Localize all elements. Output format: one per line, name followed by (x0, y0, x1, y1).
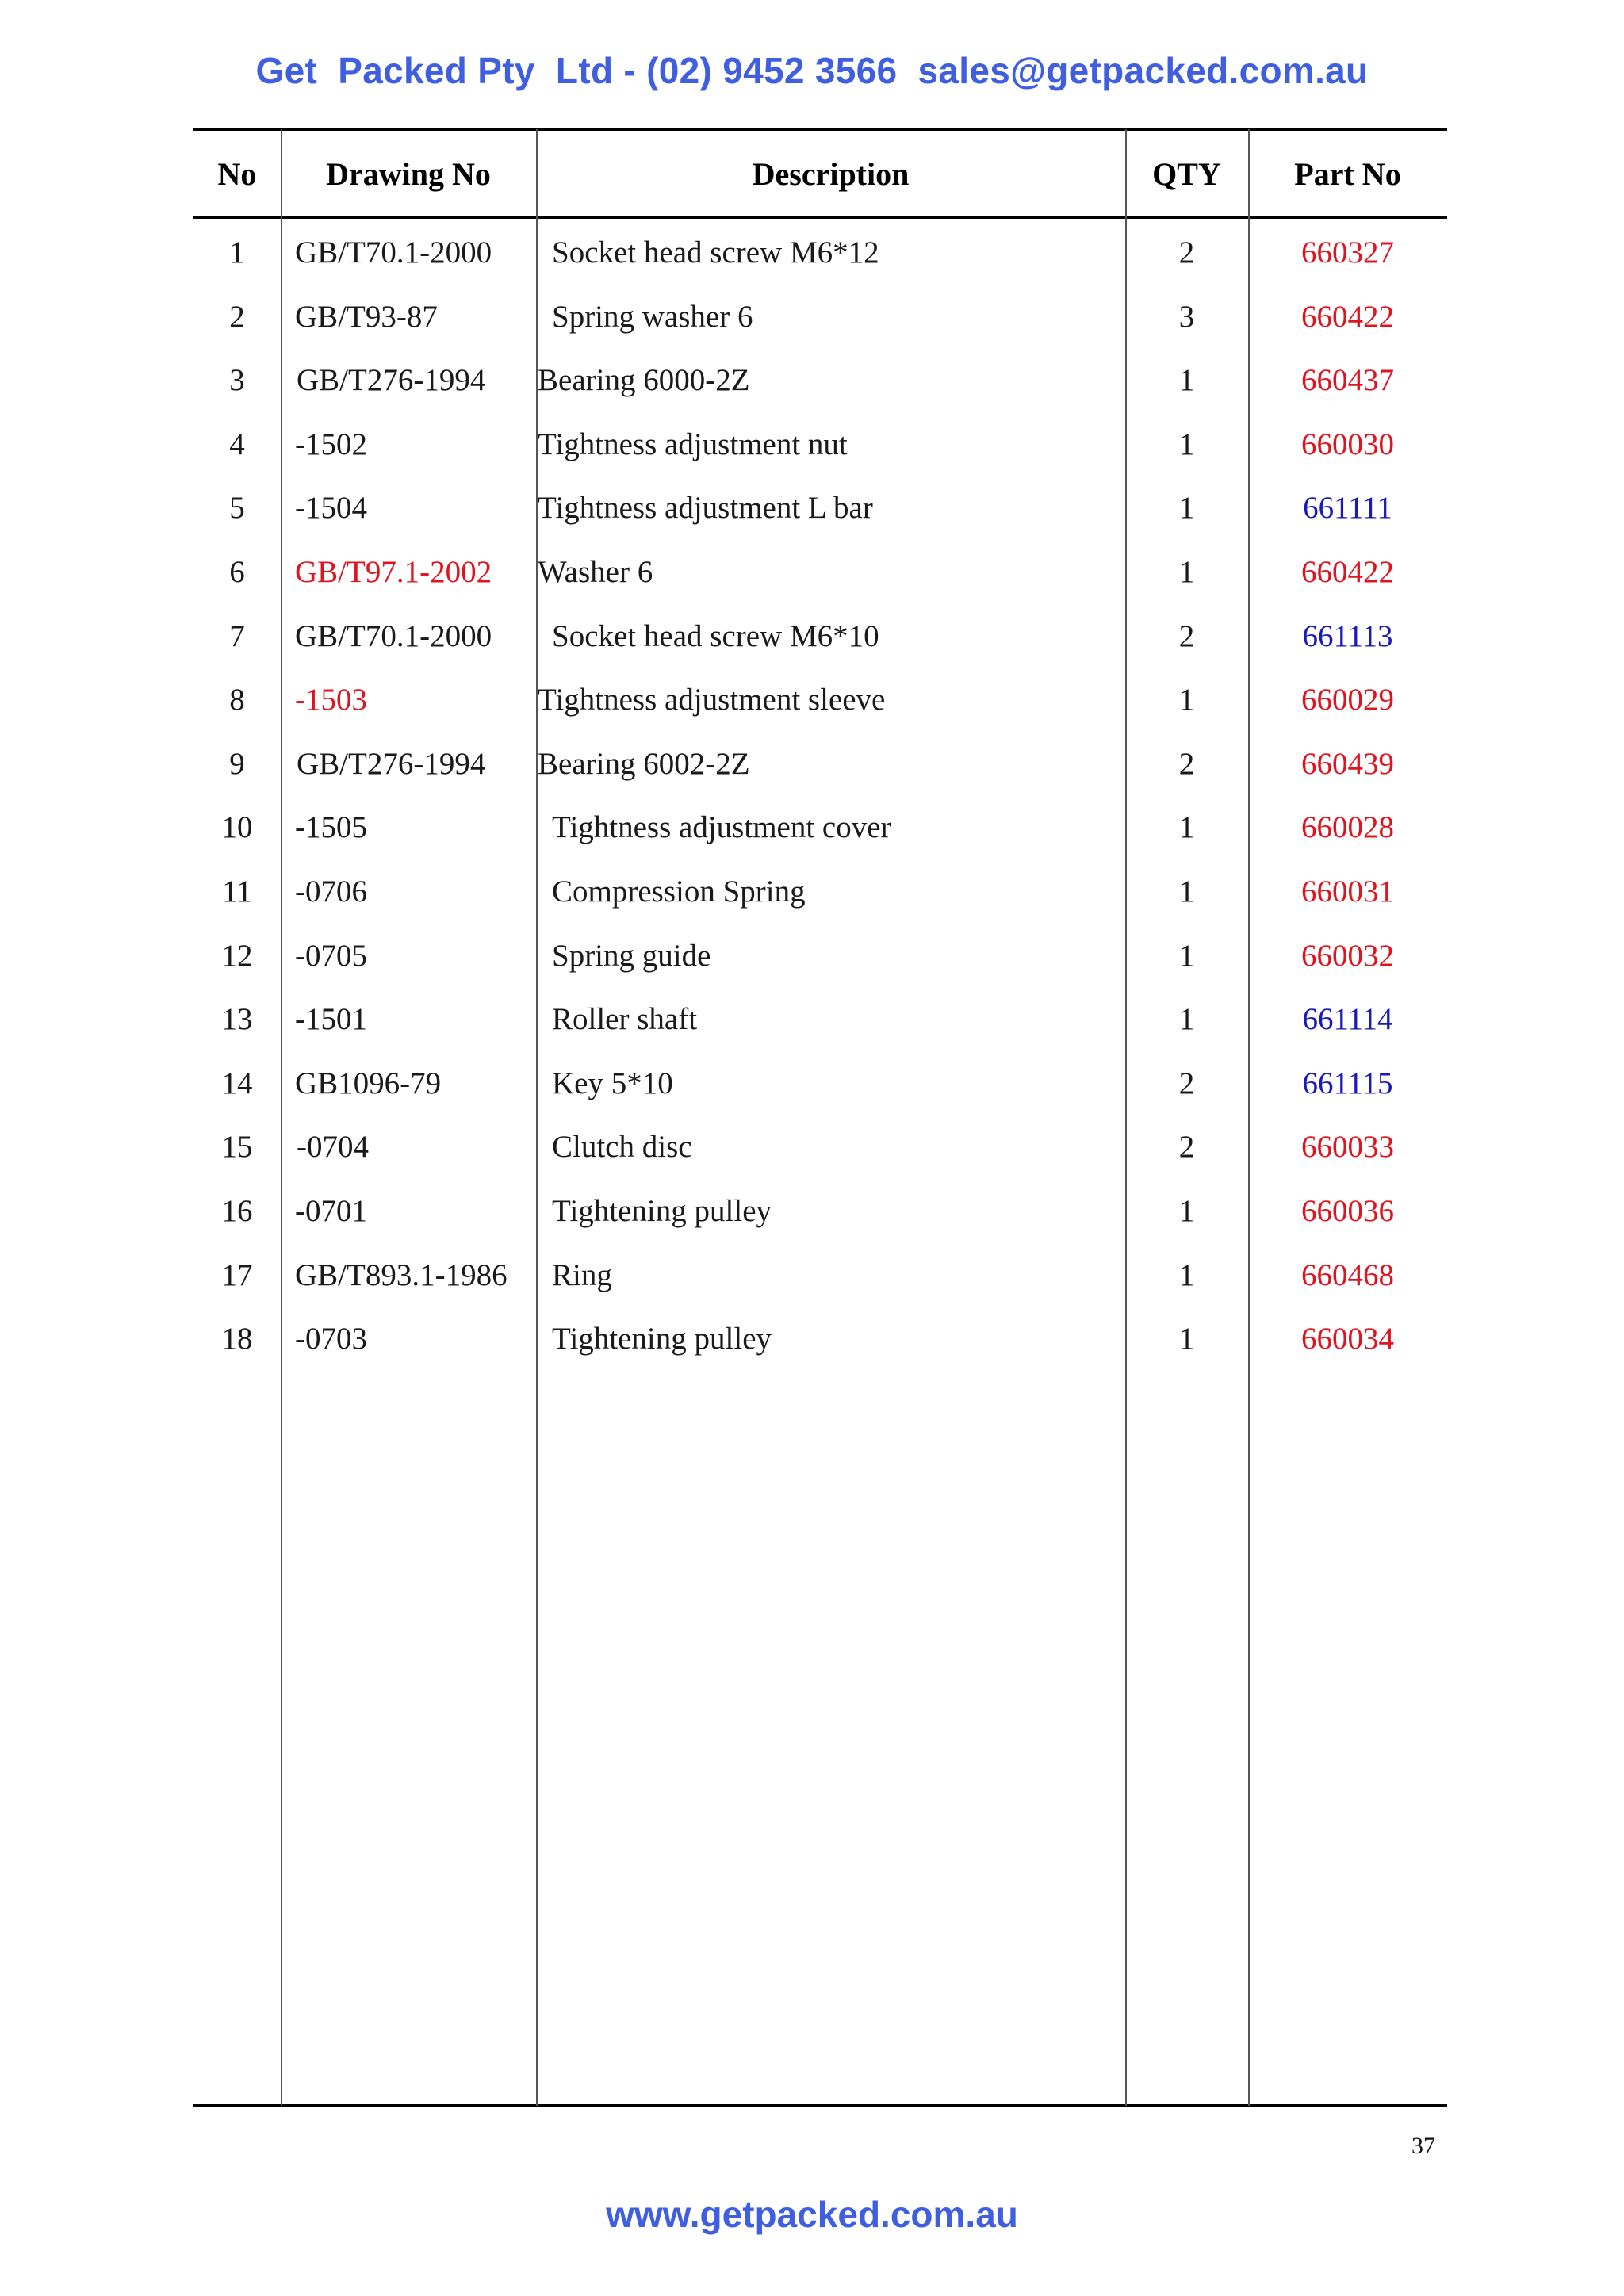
description: Spring guide (552, 939, 711, 973)
part-number: 660036 (1301, 1194, 1394, 1228)
drawing-no: -1503 (295, 683, 367, 717)
table-top-rule (193, 128, 1447, 131)
quantity: 1 (1178, 1322, 1195, 1356)
drawing-no: -1501 (295, 1002, 367, 1036)
description: Clutch disc (552, 1130, 692, 1164)
quantity: 1 (1178, 427, 1195, 461)
table-row (193, 804, 1447, 851)
row-number: 17 (221, 1258, 253, 1292)
quantity: 1 (1178, 1002, 1195, 1036)
column-header-qty: QTY (1152, 156, 1221, 192)
description: Socket head screw M6*12 (552, 235, 879, 270)
table-row (193, 932, 1447, 980)
description: Tightening pulley (552, 1322, 772, 1356)
drawing-no: -1504 (295, 491, 367, 525)
part-number: 660032 (1301, 939, 1394, 973)
part-number: 660030 (1301, 427, 1394, 461)
row-number: 10 (221, 810, 253, 844)
table-row (193, 293, 1447, 341)
quantity: 1 (1178, 555, 1195, 589)
header-contact-line: Get Packed Pty Ltd - (02) 9452 3566 sales@getpacked.com.au (255, 50, 1369, 91)
drawing-no: GB1096-79 (295, 1066, 442, 1100)
table-row (193, 229, 1447, 277)
row-number: 1 (229, 235, 245, 270)
drawing-no: GB/T93-87 (295, 300, 438, 334)
row-number: 6 (229, 555, 245, 589)
quantity: 1 (1178, 1194, 1195, 1228)
drawing-no: GB/T276-1994 (297, 363, 486, 397)
quantity: 1 (1178, 810, 1195, 844)
table-row (193, 676, 1447, 724)
footer-website-link[interactable]: www.getpacked.com.au (606, 2194, 1018, 2235)
drawing-no: -0706 (295, 874, 367, 909)
part-number: 660327 (1301, 235, 1394, 270)
description: Spring washer 6 (552, 300, 753, 334)
drawing-no: -0701 (295, 1194, 367, 1228)
quantity: 2 (1178, 747, 1195, 781)
page-number: 37 (1411, 2133, 1435, 2159)
part-number: 660029 (1301, 683, 1394, 717)
part-number: 660028 (1301, 810, 1394, 844)
quantity: 2 (1178, 1066, 1195, 1100)
quantity: 1 (1178, 939, 1195, 973)
row-number: 14 (221, 1066, 253, 1100)
part-number: 660468 (1301, 1258, 1394, 1292)
part-number: 660437 (1301, 363, 1394, 397)
quantity: 2 (1178, 1130, 1195, 1164)
description: Socket head screw M6*10 (552, 619, 879, 653)
part-number: 660422 (1301, 300, 1394, 334)
row-number: 8 (229, 683, 245, 717)
description: Tightness adjustment sleeve (538, 683, 886, 717)
part-number: 661111 (1303, 491, 1392, 525)
column-header-description: Description (752, 156, 910, 192)
drawing-no: -0704 (297, 1130, 369, 1164)
description: Roller shaft (552, 1002, 698, 1036)
table-row (193, 421, 1447, 469)
table-row (193, 484, 1447, 532)
row-number: 12 (221, 939, 253, 973)
column-header-drawing-no: Drawing No (326, 156, 491, 192)
part-number: 661114 (1302, 1002, 1393, 1036)
drawing-no: GB/T893.1-1986 (295, 1258, 508, 1292)
row-number: 9 (229, 747, 245, 781)
table-row (193, 1188, 1447, 1235)
table-row (193, 740, 1447, 788)
quantity: 2 (1178, 619, 1195, 653)
table-row (193, 868, 1447, 916)
table-row (193, 613, 1447, 660)
table-row (193, 549, 1447, 596)
row-number: 18 (221, 1322, 253, 1356)
part-number: 660439 (1301, 747, 1394, 781)
description: Key 5*10 (552, 1066, 673, 1100)
table-row (193, 1252, 1447, 1299)
table-row (193, 1060, 1447, 1108)
drawing-no: GB/T70.1-2000 (295, 235, 492, 270)
row-number: 13 (221, 1002, 253, 1036)
description: Bearing 6002-2Z (538, 747, 750, 781)
row-number: 16 (221, 1194, 253, 1228)
description: Ring (552, 1258, 612, 1292)
row-number: 5 (229, 491, 245, 525)
drawing-no: -0705 (295, 939, 367, 973)
description: Compression Spring (552, 874, 806, 909)
table-row (193, 1315, 1447, 1363)
quantity: 1 (1178, 491, 1195, 525)
part-number: 660034 (1301, 1322, 1394, 1356)
table-bottom-rule (193, 2104, 1447, 2107)
part-number: 660033 (1301, 1130, 1394, 1164)
row-number: 3 (229, 363, 245, 397)
quantity: 2 (1178, 235, 1195, 270)
table-row (193, 996, 1447, 1043)
drawing-no: GB/T70.1-2000 (295, 619, 492, 653)
parts-table (193, 128, 1447, 2107)
row-number: 11 (222, 874, 252, 909)
drawing-no: GB/T97.1-2002 (295, 555, 492, 589)
row-number: 2 (229, 300, 245, 334)
drawing-no: GB/T276-1994 (297, 747, 486, 781)
description: Tightness adjustment nut (538, 427, 848, 461)
part-number: 661113 (1302, 619, 1393, 653)
row-number: 4 (229, 427, 245, 461)
part-number: 660422 (1301, 555, 1394, 589)
description: Tightening pulley (552, 1194, 772, 1228)
description: Bearing 6000-2Z (538, 363, 750, 397)
description: Tightness adjustment cover (552, 810, 891, 844)
row-number: 15 (221, 1130, 253, 1164)
quantity: 3 (1178, 300, 1195, 334)
column-header-part-no: Part No (1294, 156, 1401, 192)
table-header-rule (193, 216, 1447, 219)
quantity: 1 (1178, 1258, 1195, 1292)
part-number: 661115 (1302, 1066, 1393, 1100)
quantity: 1 (1178, 874, 1195, 909)
quantity: 1 (1178, 683, 1195, 717)
quantity: 1 (1178, 363, 1195, 397)
row-number: 7 (229, 619, 245, 653)
drawing-no: -1505 (295, 810, 367, 844)
drawing-no: -1502 (295, 427, 367, 461)
part-number: 660031 (1301, 874, 1394, 909)
description: Washer 6 (538, 555, 653, 589)
column-header-no: No (217, 156, 257, 192)
drawing-no: -0703 (295, 1322, 367, 1356)
table-row (193, 1123, 1447, 1171)
table-row (193, 357, 1447, 404)
description: Tightness adjustment L bar (538, 491, 873, 525)
